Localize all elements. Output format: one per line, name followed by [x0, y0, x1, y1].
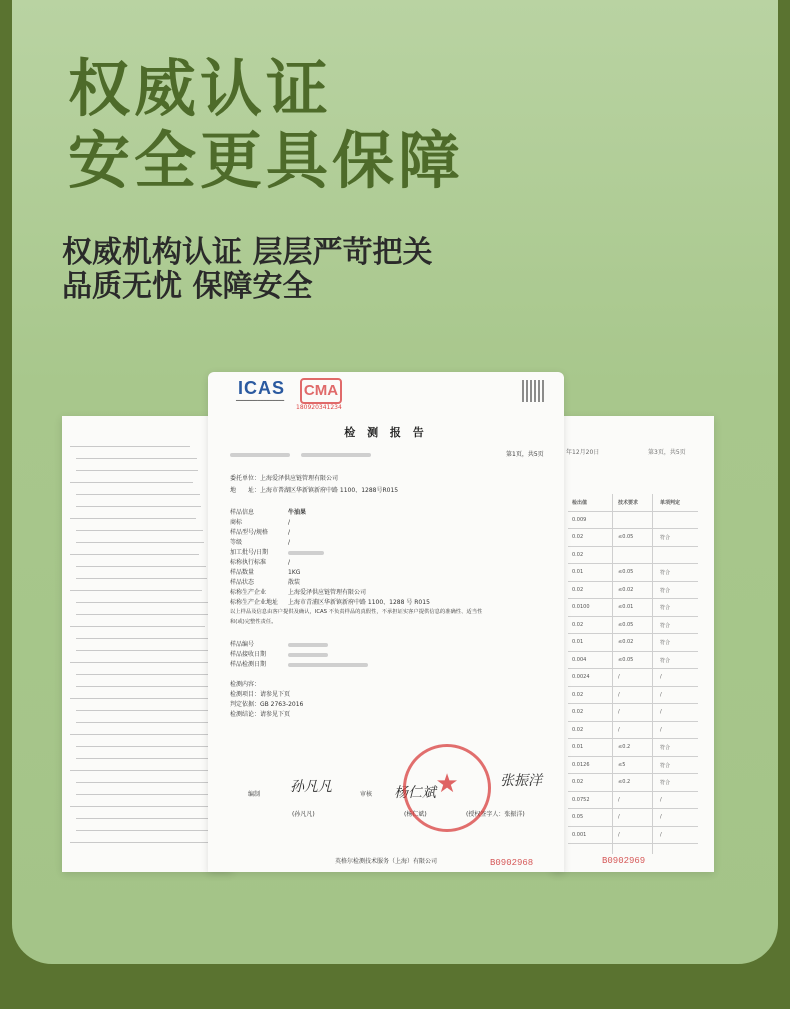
text-line	[76, 686, 216, 687]
table-cell: 0.004	[572, 656, 587, 663]
text-line	[76, 782, 224, 783]
text-line	[76, 506, 201, 507]
table-cell: 0.02	[572, 779, 584, 785]
qr-code-icon	[522, 380, 544, 402]
table-row	[568, 634, 698, 652]
text-line	[76, 758, 222, 759]
table-row	[568, 774, 698, 792]
table-row	[568, 792, 698, 810]
table-cell: 0.02	[572, 621, 584, 628]
table-cell: 单项判定	[660, 500, 681, 506]
table-cell: /	[660, 691, 662, 698]
table-cell: ≤0.2	[618, 779, 631, 785]
client-row: 委托单位：上海爱泽供应链管理有限公司	[230, 475, 339, 482]
table-cell: 0.01	[572, 569, 584, 575]
results-table	[568, 494, 698, 844]
table-row	[568, 564, 698, 582]
text-line	[76, 578, 207, 579]
text-line	[70, 482, 193, 483]
table-cell: 0.02	[572, 551, 584, 558]
table-cell: 0.05	[572, 814, 584, 820]
table-cell: 符合	[660, 622, 671, 629]
table-cell: ≤0.05	[618, 534, 634, 540]
table-cell: 0.02	[572, 691, 584, 698]
text-line	[70, 554, 199, 555]
results-date: 年12月20日	[566, 449, 600, 456]
text-line	[70, 806, 220, 807]
table-cell: 0.01	[572, 639, 584, 645]
report-title: 检 测 报 告	[344, 426, 428, 439]
text-line	[70, 770, 217, 771]
table-row	[568, 669, 698, 687]
table-row	[568, 757, 698, 775]
table-cell: 检出值	[572, 500, 588, 506]
table-cell: 符合	[660, 535, 671, 541]
reviewer-signature: 杨仁斌	[394, 785, 436, 801]
table-cell: 0.02	[572, 726, 584, 733]
report-serial-number: B0902968	[490, 858, 534, 868]
table-cell: /	[618, 691, 620, 698]
table-cell: 符合	[660, 780, 671, 786]
text-line	[70, 662, 208, 663]
table-cell: 0.01	[572, 744, 584, 750]
table-row	[568, 739, 698, 757]
text-line	[76, 674, 215, 675]
table-row	[568, 652, 698, 670]
headline-line1: 权威认证	[68, 52, 333, 125]
text-line	[70, 842, 223, 843]
table-cell: ≤5	[618, 761, 626, 768]
icas-logo-sub: ━━━━━━━━━━━━━━━━	[236, 398, 285, 404]
table-cell: /	[618, 814, 620, 820]
table-cell: /	[618, 796, 620, 803]
table-cell: 0.009	[572, 516, 587, 523]
text-line	[70, 446, 190, 447]
table-row	[568, 529, 698, 547]
text-line	[76, 818, 227, 819]
subheadline-line2: 品质无忧 保障安全	[62, 269, 313, 304]
text-line	[76, 470, 198, 471]
text-line	[76, 638, 212, 639]
table-cell: 符合	[660, 587, 671, 594]
editor-signature: 孙凡凡	[290, 779, 332, 795]
table-cell: ≤0.05	[618, 621, 634, 628]
text-line	[76, 602, 209, 603]
table-row	[568, 547, 698, 565]
cma-number: 180920341234	[296, 404, 342, 411]
cma-logo: CMA	[300, 378, 342, 404]
table-cell: 0.0024	[572, 674, 590, 680]
report-page-info: 第1页，共5页	[506, 451, 544, 458]
results-serial-number: B0902969	[602, 856, 646, 866]
table-cell: 符合	[660, 657, 671, 664]
table-header	[568, 494, 698, 512]
approver-signature: 张振洋	[500, 773, 542, 789]
text-line	[76, 830, 228, 831]
text-line	[76, 542, 204, 543]
subheadline-line1: 权威机构认证 层层严苛把关	[62, 235, 433, 270]
text-line	[76, 566, 206, 567]
report-footer: 英格尔检测技术服务（上海）有限公司	[334, 858, 437, 865]
table-cell: ≤0.01	[618, 604, 634, 610]
text-line	[76, 530, 203, 531]
table-cell: ≤0.02	[618, 586, 634, 593]
text-line	[76, 794, 225, 795]
text-line	[76, 650, 213, 651]
company-seal	[403, 744, 491, 832]
table-cell: /	[618, 831, 620, 838]
table-cell: ≤0.02	[618, 639, 634, 645]
table-cell: 技术要求	[618, 500, 639, 506]
text-line	[70, 518, 196, 519]
text-line	[70, 626, 205, 627]
table-row	[568, 617, 698, 635]
text-line	[76, 746, 221, 747]
table-cell: 符合	[660, 570, 671, 576]
disclaimer: 以上样品及信息由客户提供及确认，ICAS 不负责样品的真假性，不承担证实客户提供信息的准确性、适当性	[230, 609, 483, 615]
text-line	[76, 614, 210, 615]
table-cell: 0.001	[572, 831, 587, 838]
table-row	[568, 599, 698, 617]
table-cell: ≤0.05	[618, 569, 634, 575]
text-line	[76, 722, 219, 723]
table-cell: 0.02	[572, 534, 584, 540]
results-page-info: 第3页，共5页	[648, 449, 686, 456]
table-row	[568, 512, 698, 530]
table-cell: 符合	[660, 605, 671, 611]
table-row	[568, 722, 698, 740]
text-line	[70, 590, 202, 591]
text-line	[76, 458, 197, 459]
text-line	[70, 734, 214, 735]
text-line	[70, 698, 211, 699]
table-cell: 0.0126	[572, 761, 590, 768]
table-cell: /	[660, 814, 662, 820]
table-cell: /	[618, 709, 620, 715]
table-cell: 0.02	[572, 709, 584, 715]
table-cell: 0.02	[572, 586, 584, 593]
table-cell: /	[660, 674, 662, 680]
table-row	[568, 582, 698, 600]
icas-logo: ICAS	[238, 378, 286, 398]
report-results-page	[552, 416, 714, 872]
report-terms-page	[62, 416, 232, 872]
table-cell: /	[660, 726, 662, 733]
table-cell: ≤0.05	[618, 656, 634, 663]
table-cell: 符合	[660, 640, 671, 646]
table-cell: /	[618, 726, 620, 733]
table-cell: 0.0100	[572, 604, 590, 610]
table-cell: 符合	[660, 745, 671, 751]
text-line	[76, 494, 200, 495]
table-cell: 0.0752	[572, 796, 590, 803]
address-row: 地 址：上海市普湖区华新镇新府中路 1100、1288号R015	[230, 487, 399, 494]
table-row	[568, 704, 698, 722]
text-line	[76, 710, 218, 711]
table-cell: 符合	[660, 762, 671, 769]
table-row	[568, 687, 698, 705]
star-icon: ★	[435, 769, 459, 799]
table-row	[568, 827, 698, 845]
table-row	[568, 809, 698, 827]
test-report-page: ICAS ━━━━━━━━━━━━━━━━ CMA 180920341234 检 测 报 告 第1页，共5页 委托单位：上海爱泽供应链管理有限公司 地 址：上海市普湖区华新镇新府中路 1100、1288号R015 样品信息 牛油果 商标 / 样品型号/规格 / 等级 / 加工批号/日期 标称执行标准 / 样品数量 1KG 样品状态 散装 标称生产企业 上海爱泽供应链管理有限公司 标称生产企业地址 上海市青浦区华新镇新府中路 1100、1288 号 R015 以上样品及信息由客户提供及确认，ICAS 不负责样品的真假性，不承担证实客户提供信息的准确性、适当性 和(或)完整性责任。 样品编号 样品接收日期 样品检测日期 检测内容： 检测项目：请参见下页 判定依据：GB 2763-2016 检测结论：请参见下页 编制 孙凡凡 (孙凡凡) 审核 杨仁斌 (杨仁斌) 张振洋 (授权签字人：张振洋) ★ B0902968 英格尔检测技术服务（上海）有限公司	[208, 372, 564, 872]
headline-line2: 安全更具保障	[68, 124, 465, 197]
table-cell: /	[660, 796, 662, 803]
table-cell: /	[618, 674, 620, 680]
table-cell: ≤0.2	[618, 744, 631, 750]
table-cell: /	[660, 831, 662, 838]
table-cell: /	[660, 709, 662, 715]
